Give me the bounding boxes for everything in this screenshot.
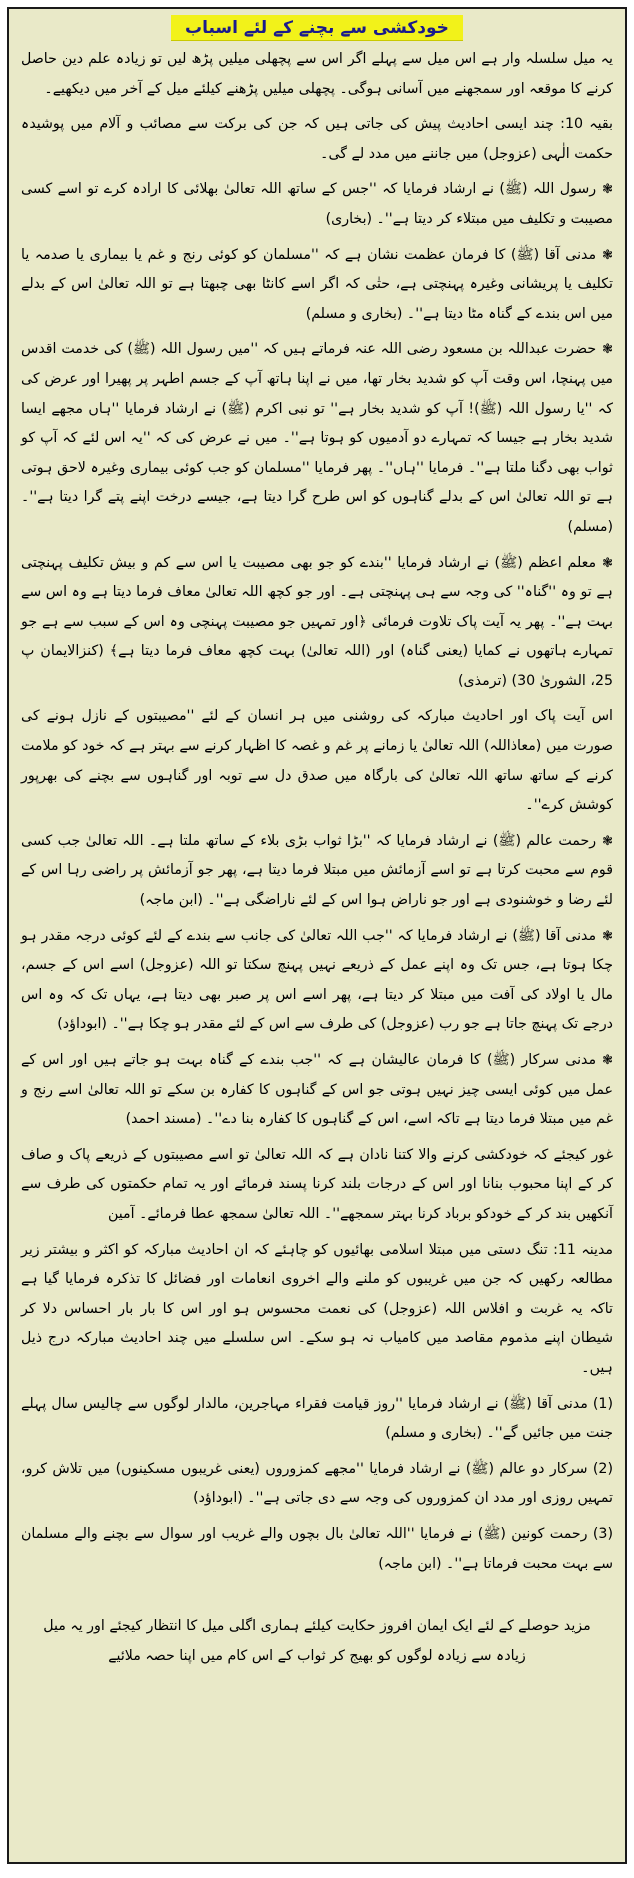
numbered-item: (1) مدنی آقا (ﷺ) نے ارشاد فرمایا ''روز قیامت فقراء مہاجرین، مالدار لوگوں سے چالیس سال پہلے جنت میں جائیں گے''۔ (بخاری و مسلم) [21,1395,613,1442]
footer-note: مزید حوصلے کے لئے ایک ایمان افروز حکایت کیلئے ہماری اگلی میل کا انتظار کیجئے اور یہ میل زیادہ سے زیادہ لوگوں کو بھیج کر ثواب کے اس کام میں اپنا حصہ ملائیے [43,1618,591,1665]
paragraph: اس آیت پاک اور احادیث مبارکہ کی روشنی میں ہر انسان کے لئے ''مصیبتوں کے نازل ہونے کی صورت میں (معاذاللہ) اللہ تعالیٰ یا زمانے پر غم و غصہ کا اظہار کرنے سے بہتر ہے کہ خود کو ملامت کرنے کے ساتھ ساتھ اللہ تعالیٰ کی بارگاہ میں صدق دل سے توبہ اور گناہوں سے بچنے کی بھرپور کوشش کرے''۔ [21,708,613,814]
hadith-item: ❃ معلم اعظم (ﷺ) نے ارشاد فرمایا ''بندے کو جو بھی مصیبت یا اس سے کم و بیش تکلیف پہنچتی ہے تو وہ ''گناہ'' کی وجہ سے ہی پہنچتی ہے۔ اور جو کچھ اللہ تعالیٰ معاف فرما دیتا ہے وہ اس سے بہت ہے''۔ پھر یہ آیت پاک تلاوت فرمائی ﴿اور تمہیں جو مصیبت پہنچی وہ اس کے سبب سے ہے جو تمہارے ہاتھوں نے کمایا (یعنی گناہ) اور (اللہ تعالیٰ) بہت کچھ معاف فرما دیتا ہے﴾ (کنزالایمان پ 25، الشوریٰ 30) (ترمذی) [21,549,613,697]
hadith-item: ❃ رسول اللہ (ﷺ) نے ارشاد فرمایا کہ ''جس کے ساتھ اللہ تعالیٰ بھلائی کا ارادہ کرے تو اسے کسی مصیبت و تکلیف میں مبتلاء کر دیتا ہے''۔ (بخاری) [21,175,613,234]
hadith-item: ❃ حضرت عبداللہ بن مسعود رضی اللہ عنہ فرماتے ہیں کہ ''میں رسول اللہ (ﷺ) کی خدمت اقدس میں پہنچا، اس وقت آپ کو شدید بخار تھا، میں نے اپنا ہاتھ آپ کے جسم اطہر پر پھیرا اور عرض کی کہ ''یا رسول اللہ (ﷺ)! آپ کو شدید بخار ہے'' تو نبی اکرم (ﷺ) نے ارشاد فرمایا ''ہاں مجھے ایسا شدید بخار ہے جیسا کہ تمہارے دو آدمیوں کو ہوتا ہے''۔ میں نے عرض کی کہ ''یہ اس لئے کہ آپ کو ثواب بھی دگنا ملتا ہے''۔ فرمایا ''ہاں''۔ پھر فرمایا ''مسلمان کو جب کوئی بیماری وغیرہ لاحق ہوتی ہے تو اللہ تعالیٰ اس کے بدلے گناہوں کو اس طرح گرا دیتا ہے، جیسے درخت اپنے پتے گرا دیتا ہے''۔ (مسلم) [21,335,613,542]
hadith-item: ❃ رحمت عالم (ﷺ) نے ارشاد فرمایا کہ ''بڑا ثواب بڑی بلاء کے ساتھ ملتا ہے۔ اللہ تعالیٰ جب کسی قوم سے محبت کرتا ہے تو اسے آزمائش میں مبتلا فرما دیتا ہے، پھر جو آزمائش پر راضی رہا اس کے لئے رضا و خوشنودی ہے اور جو ناراض ہوا اس کے لئے ناراضگی ہے''۔ (ابن ماجہ) [21,827,613,916]
hadith-item: ❃ مدنی سرکار (ﷺ) کا فرمان عالیشان ہے کہ ''جب بندے کے گناہ بہت ہو جاتے ہیں اور اس کے عمل میں کوئی ایسی چیز نہیں ہوتی جو اس کے گناہوں کا کفارہ بن سکے تو اللہ تعالیٰ اسے رنج و غم میں مبتلا فرما دیتا ہے تاکہ اسے، اس کے گناہوں کا کفارہ بنا دے''۔ (مسند احمد) [21,1046,613,1135]
article-body [9,41,625,1579]
paragraph: یہ میل سلسلہ وار ہے اس میل سے پہلے اگر اس سے پچھلی میلیں پڑھ لیں تو زیادہ علم دین حاصل کرنے کا موقعہ اور سمجھنے میں آسانی ہوگی۔ پچھلی میلیں پڑھنے کیلئے میل کے آخر میں دیکھیے۔ [21,51,613,97]
numbered-item: (2) سرکار دو عالم (ﷺ) نے ارشاد فرمایا ''مجھے کمزوروں (یعنی غریبوں مسکینوں) میں تلاش کرو، تمہیں روزی اور مدد ان کمزوروں کی وجہ سے دی جاتی ہے''۔ (ابوداؤد) [21,1460,613,1507]
page-title: خودکشی سے بچنے کے لئے اسباب [171,15,463,41]
hadith-item: ❃ مدنی آقا (ﷺ) کا فرمان عظمت نشان ہے کہ ''مسلمان کو کوئی رنج و غم یا بیماری یا صدمہ یا تکلیف یا پریشانی وغیرہ پہنچتی ہے، حتٰی کہ اگر اسے کانٹا بھی چبھتا ہے تو اللہ تعالیٰ اس کے بدلے میں اس بندے کے گناہ مٹا دیتا ہے''۔ (بخاری و مسلم) [21,241,613,330]
document-page [7,7,627,1864]
hadith-item: ❃ مدنی آقا (ﷺ) نے ارشاد فرمایا کہ ''جب اللہ تعالیٰ کی جانب سے بندے کے لئے کوئی درجہ مقدر ہو چکا ہوتا ہے، جس تک وہ اپنے عمل کے ذریعے نہیں پہنچ سکتا تو اللہ (عزوجل) اسے اس کے جسم، مال یا اولاد کی آفت میں مبتلا کر دیتا ہے، پھر اسے اس پر صبر بھی دیتا ہے، یہاں تک کہ وہ اس درجے تک پہنچ جاتا ہے جو رب (عزوجل) کی طرف سے اس کے لئے مقدر ہو چکا ہے''۔ (ابوداؤد) [21,922,613,1040]
section-paragraph: مدینہ 11: تنگ دستی میں مبتلا اسلامی بھائیوں کو چاہئے کہ ان احادیث مبارکہ کو اکثر و بیشتر زیر مطالعہ رکھیں کہ جن میں غریبوں کو ملنے والے اخروی انعامات اور فضائل کا تذکرہ فرمایا گیا ہے تاکہ یہ غربت و افلاس اللہ (عزوجل) کی نعمت محسوس ہو اور اس کا بار بار احساس دلا کر شیطان اپنے مذموم مقاصد میں کامیاب نہ ہو سکے۔ اس سلسلے میں چند احادیث مبارکہ درج ذیل ہیں۔ [21,1241,614,1376]
title-bar [9,9,625,41]
paragraph: غور کیجئے کہ خودکشی کرنے والا کتنا نادان ہے کہ اللہ تعالیٰ تو اسے مصیبتوں کے ذریعے پاک و صاف کر کے اپنا محبوب بنانا اور اس کے درجات بلند کرنا پسند فرمائے اور یہ تمام حکمتوں کی طرف سے آنکھیں بند کر کے خودکو برباد کرنا بہتر سمجھے''۔ اللہ تعالیٰ سمجھ عطا فرمائے۔ آمین [21,1146,613,1222]
numbered-item: (3) رحمت کونین (ﷺ) نے فرمایا ''اللہ تعالیٰ بال بچوں والے غریب اور سوال سے بچنے والے مسلمان سے بہت محبت فرماتا ہے''۔ (ابن ماجہ) [21,1525,613,1572]
section-paragraph: بقیہ 10: چند ایسی احادیث پیش کی جاتی ہیں کہ جن کی برکت سے مصائب و آلام میں پوشیدہ حکمت الٰہی (عزوجل) میں جاننے میں مدد لے گی۔ [21,116,614,162]
